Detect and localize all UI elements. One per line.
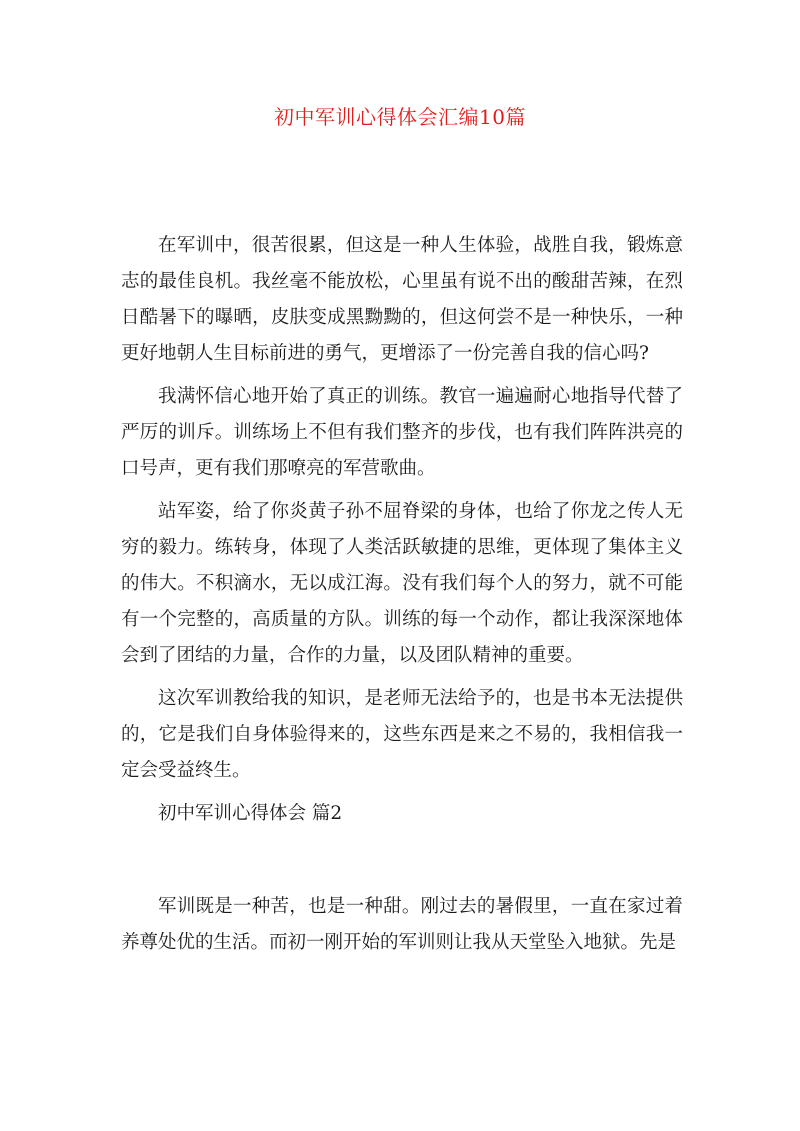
paragraph: 我满怀信心地开始了真正的训练。教官一遍遍耐心地指导代替了严厉的训斥。训练场上不但有我们整齐的步伐，也有我们阵阵洪亮的口号声，更有我们那嘹亮的军营歌曲。 bbox=[121, 386, 683, 479]
document-body bbox=[121, 228, 683, 968]
paragraph: 这次军训教给我的知识，是老师无法给予的，也是书本无法提供的，它是我们自身体验得来的，这些东西是来之不易的，我相信我一定会受益终生。 bbox=[121, 688, 683, 781]
paragraph: 军训既是一种苦，也是一种甜。刚过去的暑假里，一直在家过着养尊处优的生活。而初一刚开始的军训则让我从天堂坠入地狱。先是 bbox=[121, 896, 683, 953]
document-title: 初中军训心得体会汇编10篇 bbox=[274, 105, 526, 129]
section-spacer bbox=[121, 832, 683, 889]
section-heading: 初中军训心得体会 篇2 bbox=[158, 803, 343, 824]
paragraph: 站军姿，给了你炎黄子孙不屈脊梁的身体，也给了你龙之传人无穷的毅力。练转身，体现了人类活跃敏捷的思维，更体现了集体主义的伟大。不积滴水，无以成江海。没有我们每个人的努力，就不可能有一个完整的，高质量的方队。训练的每一个动作，都让我深深地体会到了团结的力量，合作的力量，以及团队精神的重要。 bbox=[121, 501, 683, 666]
paragraph: 在军训中，很苦很累，但这是一种人生体验，战胜自我，锻炼意志的最佳良机。我丝毫不能放松，心里虽有说不出的酸甜苦辣，在烈日酷暑下的曝晒，皮肤变成黑黝黝的，但这何尝不是一种快乐，一种更好地朝人生目标前进的勇气，更增添了一份完善自我的信心吗? bbox=[121, 235, 683, 364]
